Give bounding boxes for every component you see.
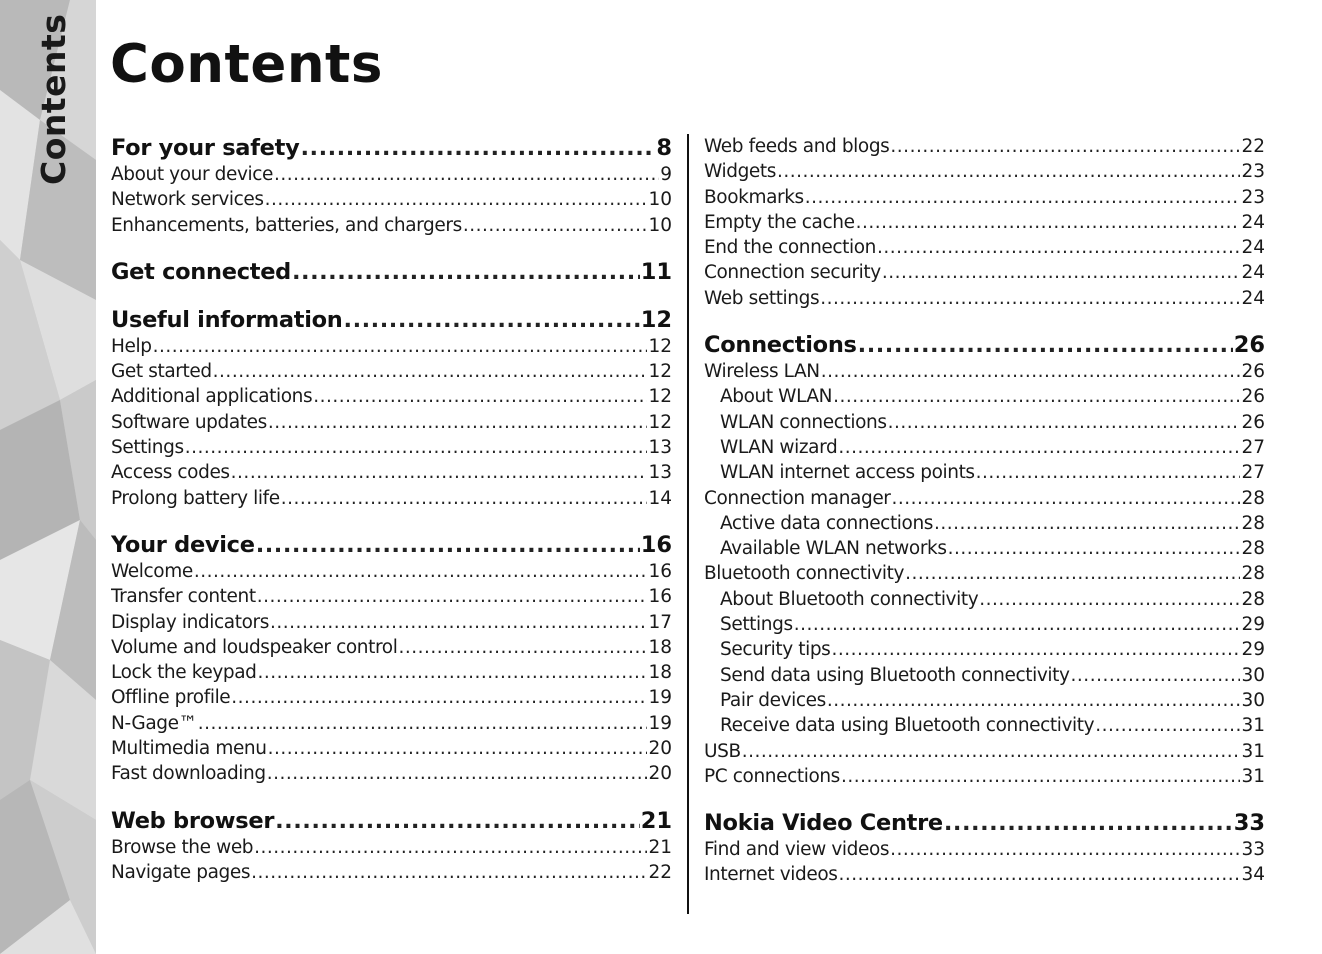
- toc-entry-page: 26: [1241, 386, 1265, 408]
- dot-leader: [275, 807, 640, 835]
- toc-entry-page: 21: [640, 807, 672, 834]
- dot-leader: [1071, 663, 1241, 688]
- dot-leader: [833, 384, 1240, 409]
- toc-entry-label: Wireless LAN: [704, 361, 820, 383]
- dot-leader: [856, 210, 1241, 235]
- toc-chapter-heading[interactable]: [111, 258, 672, 286]
- toc-section: [111, 258, 672, 286]
- toc-entry-page: 28: [1241, 487, 1265, 509]
- toc-entry-page: 20: [648, 738, 672, 760]
- toc-entry-label: Software updates: [111, 411, 267, 433]
- toc-entry-label: USB: [704, 740, 741, 762]
- toc-entry-label: Useful information: [111, 306, 343, 333]
- toc-entry[interactable]: [111, 761, 672, 786]
- toc-entry-page: 12: [648, 361, 672, 383]
- toc-entry[interactable]: [704, 764, 1265, 789]
- toc-section: [704, 331, 1265, 789]
- toc-entry[interactable]: [704, 359, 1265, 384]
- dot-leader: [268, 736, 648, 761]
- dot-leader: [292, 258, 640, 286]
- toc-entry-page: 16: [648, 560, 672, 582]
- toc-entry-label: Enhancements, batteries, and chargers: [111, 214, 462, 236]
- toc-section: [111, 134, 672, 238]
- toc-entry-page: 18: [648, 662, 672, 684]
- toc-entry-page: 10: [648, 214, 672, 236]
- toc-entry-label: Empty the cache: [704, 211, 855, 233]
- toc-entry-label: N-Gage™: [111, 712, 197, 734]
- dot-leader: [892, 486, 1241, 511]
- toc-entry[interactable]: [111, 584, 672, 609]
- dot-leader: [905, 561, 1240, 586]
- dot-leader: [463, 213, 648, 238]
- toc-entry-label: About WLAN: [720, 386, 833, 408]
- toc-entry-label: End the connection: [704, 237, 877, 259]
- toc-column-right: [704, 134, 1265, 888]
- toc-entry-label: Lock the keypad: [111, 662, 257, 684]
- toc-entry-label: Additional applications: [111, 386, 313, 408]
- toc-entry[interactable]: [111, 486, 672, 511]
- toc-entry-page: 33: [1233, 810, 1265, 837]
- dot-leader: [344, 306, 640, 334]
- toc-entry-page: 20: [648, 763, 672, 785]
- toc-entry-page: 29: [1241, 614, 1265, 636]
- dot-leader: [877, 235, 1240, 260]
- toc-entry-page: 27: [1241, 436, 1265, 458]
- dot-leader: [194, 559, 648, 584]
- toc-entry[interactable]: [111, 610, 672, 635]
- toc-chapter-heading[interactable]: [111, 531, 672, 559]
- dot-leader: [267, 761, 648, 786]
- toc-section: [704, 134, 1265, 311]
- toc-entry-label: Web browser: [111, 807, 275, 834]
- dot-leader: [231, 460, 648, 485]
- toc-entry[interactable]: [704, 739, 1265, 764]
- toc-entry-label: Browse the web: [111, 836, 254, 858]
- toc-entry-page: 24: [1241, 211, 1265, 233]
- toc-entry[interactable]: [704, 235, 1265, 260]
- toc-entry-label: Send data using Bluetooth connectivity: [720, 664, 1070, 686]
- dot-leader: [882, 260, 1241, 285]
- toc-entry-page: 28: [1241, 588, 1265, 610]
- toc-entry[interactable]: [111, 162, 672, 187]
- dot-leader: [185, 435, 648, 460]
- toc-subentry[interactable]: [704, 511, 1265, 536]
- toc-entry-page: 21: [648, 836, 672, 858]
- toc-entry-page: 16: [648, 586, 672, 608]
- toc-entry[interactable]: [111, 359, 672, 384]
- toc-subentry[interactable]: [704, 713, 1265, 738]
- dot-leader: [820, 286, 1240, 311]
- toc-entry-page: 24: [1241, 237, 1265, 259]
- toc-entry-label: Transfer content: [111, 586, 256, 608]
- toc-entry[interactable]: [111, 635, 672, 660]
- toc-entry-label: Prolong battery life: [111, 487, 280, 509]
- toc-entry-label: Offline profile: [111, 687, 231, 709]
- dot-leader: [231, 685, 647, 710]
- toc-entry-page: 28: [1241, 512, 1265, 534]
- dot-leader: [888, 410, 1241, 435]
- toc-entry-page: 22: [648, 861, 672, 883]
- toc-entry-page: 24: [1241, 287, 1265, 309]
- dot-leader: [254, 835, 647, 860]
- toc-subentry[interactable]: [704, 587, 1265, 612]
- dot-leader: [257, 584, 648, 609]
- toc-entry-label: Connections: [704, 332, 857, 359]
- toc-subentry[interactable]: [704, 536, 1265, 561]
- toc-entry-label: Welcome: [111, 560, 193, 582]
- toc-entry-page: 19: [648, 712, 672, 734]
- toc-entry-label: Connection security: [704, 262, 881, 284]
- toc-subentry[interactable]: [704, 637, 1265, 662]
- toc-entry-label: Connection manager: [704, 487, 891, 509]
- toc-entry-page: 13: [648, 462, 672, 484]
- toc-entry[interactable]: [704, 185, 1265, 210]
- toc-entry-label: About your device: [111, 164, 274, 185]
- toc-entry-label: Bookmarks: [704, 186, 804, 208]
- toc-entry-page: 17: [648, 611, 672, 633]
- dot-leader: [838, 435, 1240, 460]
- toc-entry-page: 31: [1241, 765, 1265, 787]
- dot-leader: [979, 587, 1240, 612]
- toc-entry-page: 28: [1241, 563, 1265, 585]
- toc-entry-label: Active data connections: [720, 512, 934, 534]
- toc-entry-label: Pair devices: [720, 689, 826, 711]
- toc-chapter-heading[interactable]: [704, 809, 1265, 837]
- dot-leader: [265, 187, 648, 212]
- toc-entry-label: Get connected: [111, 258, 291, 285]
- toc-entry[interactable]: [111, 334, 672, 359]
- dot-leader: [841, 764, 1241, 789]
- toc-entry-page: 26: [1233, 332, 1265, 359]
- toc-entry-page: 30: [1241, 689, 1265, 711]
- toc-entry-page: 29: [1241, 639, 1265, 661]
- dot-leader: [934, 511, 1240, 536]
- dot-leader: [821, 359, 1241, 384]
- toc-entry-page: 31: [1241, 715, 1265, 737]
- toc-chapter-heading[interactable]: [111, 134, 672, 162]
- toc-section: [111, 306, 672, 511]
- toc-entry-page: 23: [1241, 161, 1265, 183]
- toc-entry-label: Nokia Video Centre: [704, 810, 943, 837]
- toc-entry-page: 14: [648, 487, 672, 509]
- toc-entry-label: For your safety: [111, 135, 300, 161]
- sidebar-decoration: [0, 0, 96, 954]
- sidebar-label: Contents: [34, 13, 73, 185]
- toc-entry-label: Bluetooth connectivity: [704, 563, 905, 585]
- dot-leader: [274, 162, 659, 187]
- toc-entry-page: 12: [640, 306, 672, 333]
- toc-entry[interactable]: [111, 685, 672, 710]
- dot-leader: [153, 334, 648, 359]
- toc-entry[interactable]: [704, 486, 1265, 511]
- toc-entry[interactable]: [704, 210, 1265, 235]
- toc-subentry[interactable]: [704, 435, 1265, 460]
- toc-subentry[interactable]: [704, 612, 1265, 637]
- toc-entry-page: 12: [648, 386, 672, 408]
- toc-subentry[interactable]: [704, 663, 1265, 688]
- toc-entry-page: 13: [648, 437, 672, 459]
- toc-entry-page: 28: [1241, 538, 1265, 560]
- toc-subentry[interactable]: [704, 384, 1265, 409]
- toc-entry-label: WLAN connections: [720, 411, 887, 433]
- toc-entry-label: WLAN wizard: [720, 436, 838, 458]
- toc-entry-page: 23: [1241, 186, 1265, 208]
- toc-entry[interactable]: [111, 860, 672, 885]
- dot-leader: [256, 531, 640, 559]
- toc-column-left: [111, 134, 672, 885]
- toc-chapter-heading[interactable]: [111, 807, 672, 835]
- toc-entry-label: Help: [111, 335, 152, 357]
- toc-entry[interactable]: [704, 260, 1265, 285]
- toc-subentry[interactable]: [704, 688, 1265, 713]
- dot-leader: [268, 410, 648, 435]
- toc-entry-label: Security tips: [720, 639, 831, 661]
- toc-entry-page: 31: [1241, 740, 1265, 762]
- toc-entry[interactable]: [111, 835, 672, 860]
- toc-entry-label: Display indicators: [111, 611, 269, 633]
- toc-entry-label: Find and view videos: [704, 839, 890, 861]
- dot-leader: [805, 185, 1241, 210]
- toc-entry-label: Internet videos: [704, 864, 838, 886]
- toc-entry-label: Your device: [111, 531, 255, 558]
- dot-leader: [313, 384, 647, 409]
- toc-entry-label: Fast downloading: [111, 763, 266, 785]
- dot-leader: [944, 809, 1233, 837]
- toc-entry-page: 26: [1241, 361, 1265, 383]
- toc-entry[interactable]: [111, 460, 672, 485]
- toc-entry-page: 16: [640, 531, 672, 558]
- toc-entry[interactable]: [111, 187, 672, 212]
- dot-leader: [976, 460, 1241, 485]
- toc-chapter-heading[interactable]: [111, 306, 672, 334]
- toc-entry[interactable]: [704, 862, 1265, 887]
- toc-section: [111, 807, 672, 886]
- toc-entry-page: 8: [656, 135, 672, 161]
- toc-entry-label: Settings: [720, 614, 793, 636]
- dot-leader: [839, 862, 1241, 887]
- dot-leader: [858, 331, 1233, 359]
- toc-entry-label: Receive data using Bluetooth connectivity: [720, 715, 1095, 737]
- toc-chapter-heading[interactable]: [704, 331, 1265, 359]
- toc-entry-page: 34: [1241, 864, 1265, 886]
- toc-entry-page: 24: [1241, 262, 1265, 284]
- toc-entry-label: Multimedia menu: [111, 738, 267, 760]
- toc-entry-page: 27: [1241, 462, 1265, 484]
- toc-entry-page: 12: [648, 335, 672, 357]
- dot-leader: [300, 134, 655, 162]
- toc-entry[interactable]: [111, 410, 672, 435]
- toc-entry-label: Web feeds and blogs: [704, 136, 890, 157]
- dot-leader: [742, 739, 1241, 764]
- dot-leader: [270, 610, 648, 635]
- toc-entry[interactable]: [111, 711, 672, 736]
- dot-leader: [777, 159, 1240, 184]
- toc-entry-page: 12: [648, 411, 672, 433]
- dot-leader: [794, 612, 1241, 637]
- dot-leader: [831, 637, 1240, 662]
- toc-entry-label: Access codes: [111, 462, 230, 484]
- toc-entry[interactable]: [704, 837, 1265, 862]
- toc-entry[interactable]: [111, 384, 672, 409]
- dot-leader: [890, 134, 1240, 159]
- dot-leader: [1095, 713, 1240, 738]
- toc-entry[interactable]: [111, 660, 672, 685]
- toc-entry-label: Widgets: [704, 161, 776, 183]
- dot-leader: [890, 837, 1240, 862]
- dot-leader: [398, 635, 647, 660]
- toc-subentry[interactable]: [704, 460, 1265, 485]
- toc-entry-label: Available WLAN networks: [720, 538, 947, 560]
- dot-leader: [198, 711, 648, 736]
- toc-entry[interactable]: [111, 435, 672, 460]
- toc-entry[interactable]: [111, 736, 672, 761]
- toc-entry-label: Volume and loudspeaker control: [111, 636, 398, 658]
- toc-entry-page: 11: [640, 258, 672, 285]
- dot-leader: [251, 860, 647, 885]
- toc-entry-page: 18: [648, 636, 672, 658]
- toc-entry-page: 30: [1241, 664, 1265, 686]
- dot-leader: [213, 359, 648, 384]
- dot-leader: [281, 486, 648, 511]
- toc-entry-page: 22: [1241, 136, 1265, 157]
- toc-entry[interactable]: [704, 286, 1265, 311]
- dot-leader: [258, 660, 648, 685]
- toc-entry-label: Navigate pages: [111, 861, 251, 883]
- toc-entry-page: 33: [1241, 839, 1265, 861]
- toc-entry-page: 19: [648, 687, 672, 709]
- toc-entry-page: 26: [1241, 411, 1265, 433]
- toc-entry-label: About Bluetooth connectivity: [720, 588, 979, 610]
- toc-entry-label: PC connections: [704, 765, 840, 787]
- toc-entry-label: Web settings: [704, 287, 820, 309]
- toc-entry-page: 9: [660, 164, 672, 185]
- toc-entry[interactable]: [111, 559, 672, 584]
- page-title: Contents: [110, 34, 383, 95]
- toc-section: [111, 531, 672, 787]
- toc-entry[interactable]: [704, 159, 1265, 184]
- toc-entry-label: Get started: [111, 361, 212, 383]
- toc-entry-page: 10: [648, 189, 672, 211]
- toc-entry-label: Network services: [111, 189, 264, 211]
- toc-entry[interactable]: [111, 213, 672, 238]
- toc-subentry[interactable]: [704, 410, 1265, 435]
- toc-entry-label: Settings: [111, 437, 184, 459]
- toc-section: [704, 809, 1265, 888]
- toc-entry[interactable]: [704, 561, 1265, 586]
- dot-leader: [948, 536, 1241, 561]
- toc-entry[interactable]: [704, 134, 1265, 159]
- column-divider: [687, 134, 689, 914]
- toc-entry-label: WLAN internet access points: [720, 462, 975, 484]
- dot-leader: [827, 688, 1241, 713]
